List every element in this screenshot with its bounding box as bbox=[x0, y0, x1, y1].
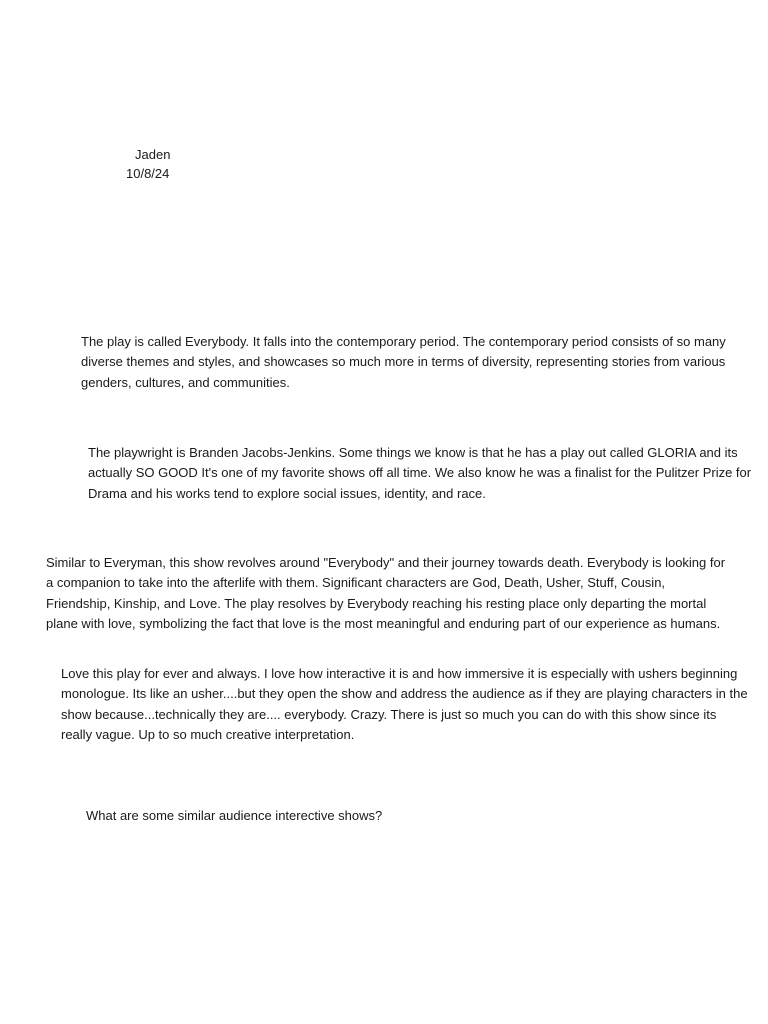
paragraph-opinion: Love this play for ever and always. I love how interactive it is and how immersive it is especially with ushers beginning monologue. Its like an usher....but they open the show and address the audience as if they are playing characters in the show because...technically they are.... everybody. Crazy. There is just so much you can do with this show since its really vague. Up to so much creative interpretation. bbox=[61, 666, 748, 743]
author-name: Jaden bbox=[135, 147, 171, 162]
paragraph-summary: Similar to Everyman, this show revolves around "Everybody" and their journey towards death. Everybody is looking for a companion to take into the afterlife with them. Significant characters are God, Death, Usher, Stuff, Cousin, Friendship, Kinship, and Love. The play resolves by Everybody reaching his resting place only departing the mortal plane with love, symbolizing the fact that love is the most meaningful and enduring part of our experience as humans. bbox=[46, 555, 726, 632]
paragraph-question: What are some similar audience interective shows? bbox=[86, 808, 383, 823]
document-date: 10/8/24 bbox=[126, 166, 170, 181]
paragraph-playwright: The playwright is Branden Jacobs-Jenkins. Some things we know is that he has a play out called GLORIA and its actually SO GOOD It's one of my favorite shows off all time. We also know he was a finalist for the Pulitzer Prize for Drama and his works tend to explore social issues, identity, and race. bbox=[88, 445, 752, 501]
paragraph-period: The play is called Everybody. It falls into the contemporary period. The contemporary period consists of so many diverse themes and styles, and showcases so much more in terms of diversity, representing stories from various genders, cultures, and communities. bbox=[81, 334, 726, 390]
